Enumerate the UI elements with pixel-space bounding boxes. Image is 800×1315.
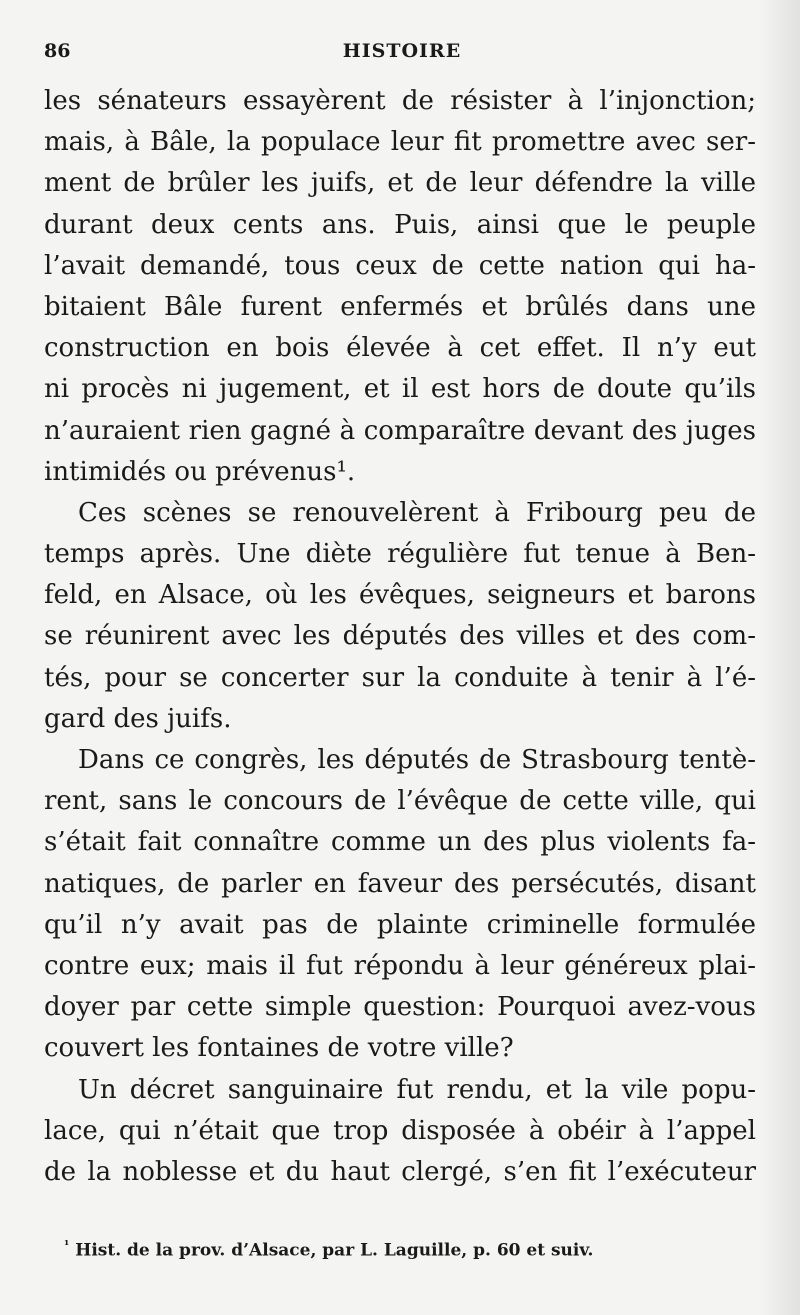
text-line: se réunirent avec les députés des villes et des com- [44,621,756,652]
footnote-marker: ¹ [64,1238,70,1252]
text-line: feld, en Alsace, où les évêques, seigneurs et barons [44,580,756,611]
page-number: 86 [44,40,71,62]
text-line: Ces scènes se renouvelèrent à Fribourg peu de [78,497,756,528]
text-line: l’avait demandé, tous ceux de cette nation qui ha- [44,250,756,281]
text-line: temps après. Une diète régulière fut tenue à Ben- [44,539,756,570]
text-line: couvert les fontaines de votre ville? [44,1033,514,1064]
text-line: Dans ce congrès, les députés de Strasbourg tentè- [78,745,756,775]
text-line: intimidés ou prévenus¹. [44,456,356,487]
text-line: ment de brûler les juifs, et de leur défendre la ville [44,168,756,199]
footnote-text: Hist. de la prov. d’Alsace, par L. Laguille, p. 60 et suiv. [75,1240,594,1261]
running-title: HISTOIRE [342,40,462,62]
text-line: mais, à Bâle, la populace leur fit promettre avec ser- [44,127,756,158]
text-line: Un décret sanguinaire fut rendu, et la vile popu- [78,1074,756,1105]
text-line: n’auraient rien gagné à comparaître devant des juges [44,415,756,446]
text-line: les sénateurs essayèrent de résister à l’injonction; [44,86,756,116]
text-line: de la noblesse et du haut clergé, s’en fit l’exécuteur [44,1156,756,1187]
text-line: tés, pour se concerter sur la conduite à tenir à l’é- [44,662,756,693]
text-line: gard des juifs. [44,703,232,734]
text-line: bitaient Bâle furent enfermés et brûlés dans une [44,291,756,322]
body-text [44,81,756,1193]
text-line: qu’il n’y avait pas de plainte criminelle formulée [44,909,756,940]
text-line: lace, qui n’était que trop disposée à obéir à l’appel [44,1115,756,1146]
text-line: durant deux cents ans. Puis, ainsi que le peuple [44,209,756,240]
footnote [64,1238,593,1261]
page-header [44,40,760,70]
text-line: doyer par cette simple question: Pourquoi avez-vous [44,992,756,1023]
text-line: s’était fait connaître comme un des plus violents fa- [44,827,756,858]
page-edge-shadow [760,0,800,1315]
text-line: ni procès ni jugement, et il est hors de doute qu’ils [44,374,756,405]
text-line: natiques, de parler en faveur des persécutés, disant [44,868,756,899]
text-line: contre eux; mais il fut répondu à leur généreux plai- [44,950,756,981]
text-line: rent, sans le concours de l’évêque de cette ville, qui [44,786,756,817]
text-line: construction en bois élevée à cet effet. Il n’y eut [44,333,756,364]
